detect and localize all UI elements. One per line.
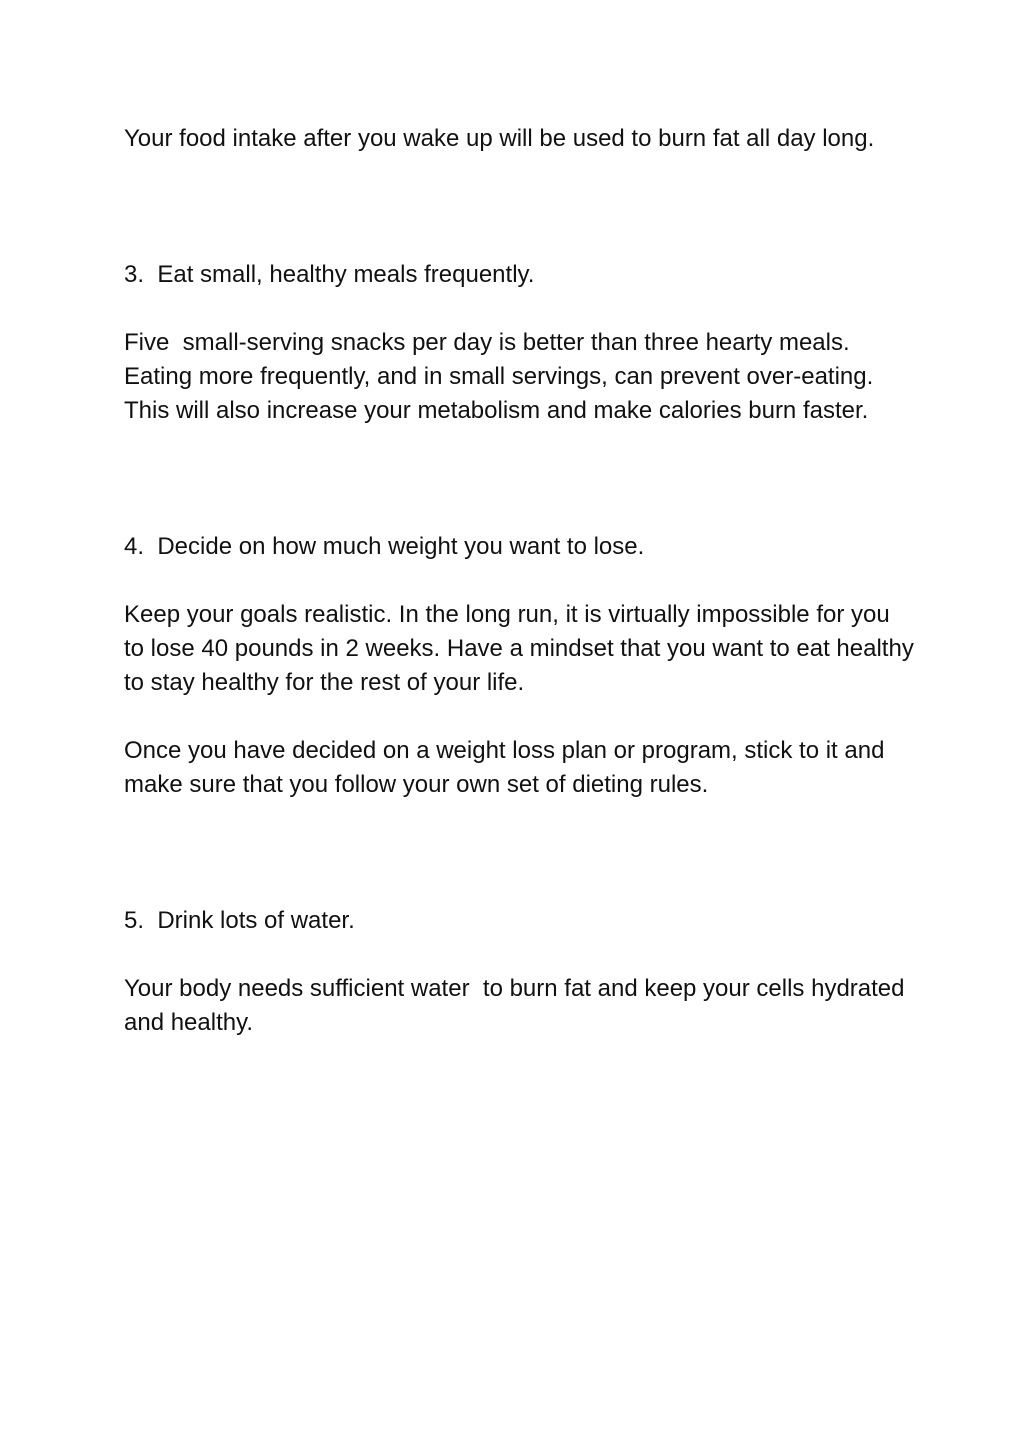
document-body [124, 122, 921, 1040]
section-5-paragraph: Your body needs sufficient water to burn fat and keep your cells hydrated and healthy. [124, 975, 912, 1036]
section-3-heading: 3. Eat small, healthy meals frequently. [124, 261, 535, 288]
section-4-paragraph-1: Keep your goals realistic. In the long run, it is virtually impossible for you to lose 40 pounds in 2 weeks. Have a mindset that you want to eat healthy to stay healthy for the rest of your life. [124, 601, 921, 696]
section-4-paragraph-2: Once you have decided on a weight loss plan or program, stick to it and make sure that you follow your own set of dieting rules. [124, 737, 892, 798]
paragraph-spacer [124, 700, 914, 734]
section-spacer [124, 428, 914, 530]
section-5-heading: 5. Drink lots of water. [124, 907, 355, 934]
paragraph-spacer [124, 938, 914, 972]
section-3-paragraph: Five small-serving snacks per day is better than three hearty meals. Eating more frequently, and in small servings, can prevent over-eating. This will also increase your metabolism and make calories burn faster. [124, 329, 880, 424]
paragraph-spacer [124, 292, 914, 326]
paragraph-spacer [124, 564, 914, 598]
section-spacer [124, 156, 914, 258]
intro-paragraph: Your food intake after you wake up will be used to burn fat all day long. [124, 125, 875, 152]
section-spacer [124, 802, 914, 904]
section-4-heading: 4. Decide on how much weight you want to lose. [124, 533, 645, 560]
